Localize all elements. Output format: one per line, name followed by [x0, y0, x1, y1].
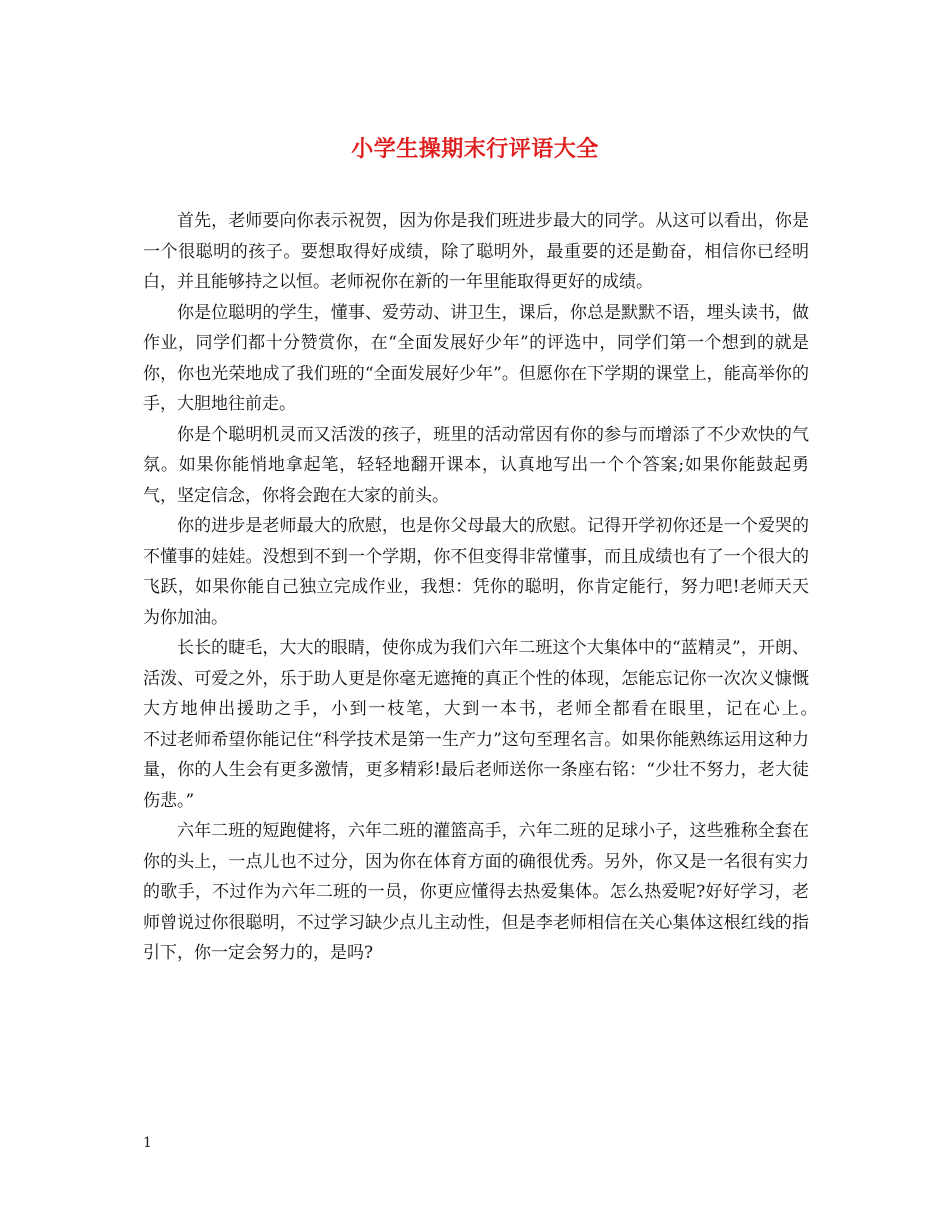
page-number: 1 [143, 1135, 152, 1151]
paragraph-2: 你是位聪明的学生，懂事、爱劳动、讲卫生，课后，你总是默默不语，埋头读书，做作业，同学们都十分赞赏你，在“全面发展好少年”的评选中，同学们第一个想到的就是你，你也光荣地成了我们班的“全面发展好少年”。但愿你在下学期的课堂上，能高举你的手，大胆地往前走。 [143, 302, 809, 414]
paragraph-3: 你是个聪明机灵而又活泼的孩子，班里的活动常因有你的参与而增添了不少欢快的气氛。如果你能悄地拿起笔，轻轻地翻开课本，认真地写出一个个答案;如果你能鼓起勇气，坚定信念，你将会跑在大家的前头。 [143, 424, 809, 506]
document-title: 小学生操期末行评语大全 [351, 136, 599, 162]
document-body [143, 206, 860, 969]
paragraph-1: 首先，老师要向你表示祝贺，因为你是我们班进步最大的同学。从这可以看出，你是一个很聪明的孩子。要想取得好成绩，除了聪明外，最重要的还是勤奋，相信你已经明白，并且能够持之以恒。老师祝你在新的一年里能取得更好的成绩。 [143, 211, 809, 292]
paragraph-4: 你的进步是老师最大的欣慰，也是你父母最大的欣慰。记得开学初你还是一个爱哭的不懂事的娃娃。没想到不到一个学期，你不但变得非常懂事，而且成绩也有了一个很大的飞跃，如果你能自己独立完成作业，我想：凭你的聪明，你肯定能行，努力吧!老师天天为你加油。 [143, 516, 809, 628]
paragraph-6: 六年二班的短跑健将，六年二班的灌篮高手，六年二班的足球小子，这些雅称全套在你的头上，一点儿也不过分，因为你在体育方面的确很优秀。另外，你又是一名很有实力的歌手，不过作为六年二班的一员，你更应懂得去热爱集体。怎么热爱呢?好好学习，老师曾说过你很聪明，不过学习缺少点儿主动性，但是李老师相信在关心集体这根红线的指引下，你一定会努力的，是吗? [143, 821, 809, 963]
paragraph-5: 长长的睫毛，大大的眼睛，使你成为我们六年二班这个大集体中的“蓝精灵”，开朗、活泼、可爱之外，乐于助人更是你毫无遮掩的真正个性的体现，怎能忘记你一次次义慷慨大方地伸出援助之手，小到一枝笔，大到一本书，老师全都看在眼里，记在心上。 不过老师希望你能记住“科学技术是第一生产力”这句至理名言。如果你能熟练运用这种力量，你的人生会有更多激情，更多精彩!最后老师送你一条座右铭：“少壮不努力，老大徒伤悲。” [143, 638, 860, 811]
